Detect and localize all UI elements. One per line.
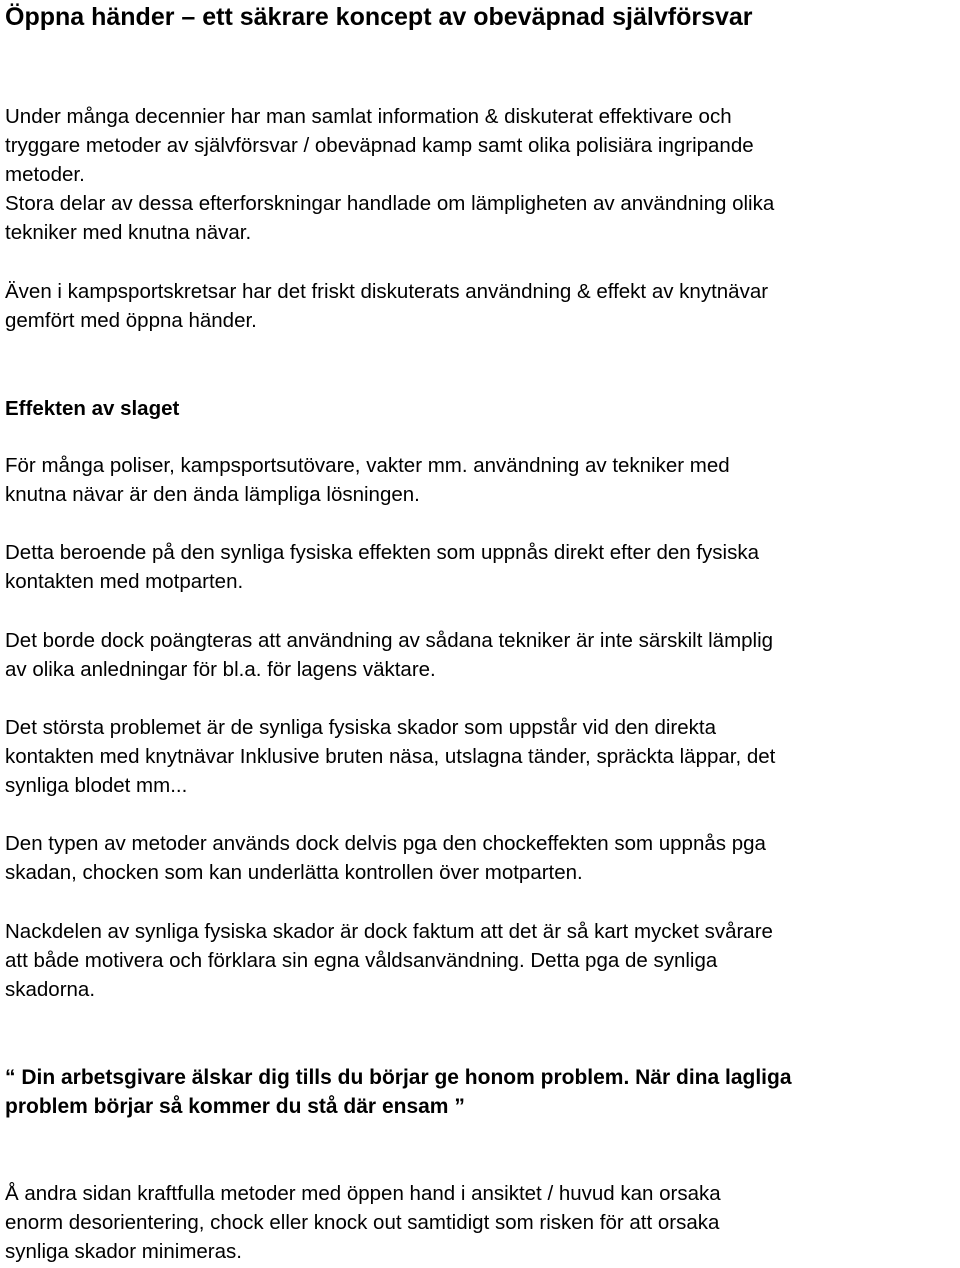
text-line: kontakten med knytnävar Inklusive bruten näsa, utslagna tänder, spräckta läppar, det <box>5 745 776 768</box>
pull-quote <box>5 1063 955 1121</box>
text-line: synliga skador minimeras. <box>5 1240 242 1263</box>
text-line: knutna nävar är den ända lämpliga lösningen. <box>5 483 420 506</box>
intro-paragraph-1 <box>5 102 955 189</box>
text-line: skadan, chocken som kan underlätta kontrollen över motparten. <box>5 861 583 884</box>
quote-line: problem börjar så kommer du stå där ensam ” <box>5 1095 465 1118</box>
text-line: Å andra sidan kraftfulla metoder med öppen hand i ansiktet / huvud kan orsaka <box>5 1182 721 1205</box>
section-paragraph-2 <box>5 538 955 596</box>
text-line: skadorna. <box>5 978 96 1001</box>
text-line: synliga blodet mm... <box>5 774 188 797</box>
section-heading: Effekten av slaget <box>5 397 180 420</box>
text-line: Även i kampsportskretsar har det friskt diskuterats användning & effekt av knytnävar <box>5 280 769 303</box>
text-line: För många poliser, kampsportsutövare, vakter mm. användning av tekniker med <box>5 454 730 477</box>
section-paragraph-4 <box>5 713 955 800</box>
text-line: Stora delar av dessa efterforskningar handlade om lämpligheten av användning olika <box>5 192 775 215</box>
text-line: tryggare metoder av självförsvar / obeväpnad kamp samt olika polisiära ingripande <box>5 134 754 157</box>
text-line: Det största problemet är de synliga fysiska skador som uppstår vid den direkta <box>5 716 716 739</box>
text-line: av olika anledningar för bl.a. för lagens väktare. <box>5 658 436 681</box>
text-line: Den typen av metoder används dock delvis pga den chockeffekten som uppnås pga <box>5 832 766 855</box>
intro-paragraph-3 <box>5 277 955 335</box>
section-paragraph-6 <box>5 917 955 1004</box>
section-paragraph-3 <box>5 626 955 684</box>
text-line: enorm desorientering, chock eller knock out samtidigt som risken för att orsaka <box>5 1211 720 1234</box>
text-line: att både motivera och förklara sin egna våldsanvändning. Detta pga de synliga <box>5 949 718 972</box>
section-paragraph-5 <box>5 829 955 887</box>
text-line: gemfört med öppna händer. <box>5 309 257 332</box>
text-line: Nackdelen av synliga fysiska skador är dock faktum att det är så kart mycket svårare <box>5 920 773 943</box>
text-line: metoder. <box>5 163 85 186</box>
text-line: Det borde dock poängteras att användning av sådana tekniker är inte särskilt lämplig <box>5 629 774 652</box>
text-line: Detta beroende på den synliga fysiska effekten som uppnås direkt efter den fysiska <box>5 541 760 564</box>
intro-paragraph-2 <box>5 189 955 247</box>
closing-paragraph <box>5 1179 955 1266</box>
document-title: Öppna händer – ett säkrare koncept av obeväpnad självförsvar <box>5 3 753 31</box>
text-line: tekniker med knutna nävar. <box>5 221 252 244</box>
text-line: kontakten med motparten. <box>5 570 244 593</box>
section-paragraph-1 <box>5 451 955 509</box>
quote-line: “ Din arbetsgivare älskar dig tills du börjar ge honom problem. När dina lagliga <box>5 1066 792 1089</box>
text-line: Under många decennier har man samlat information & diskuterat effektivare och <box>5 105 732 128</box>
